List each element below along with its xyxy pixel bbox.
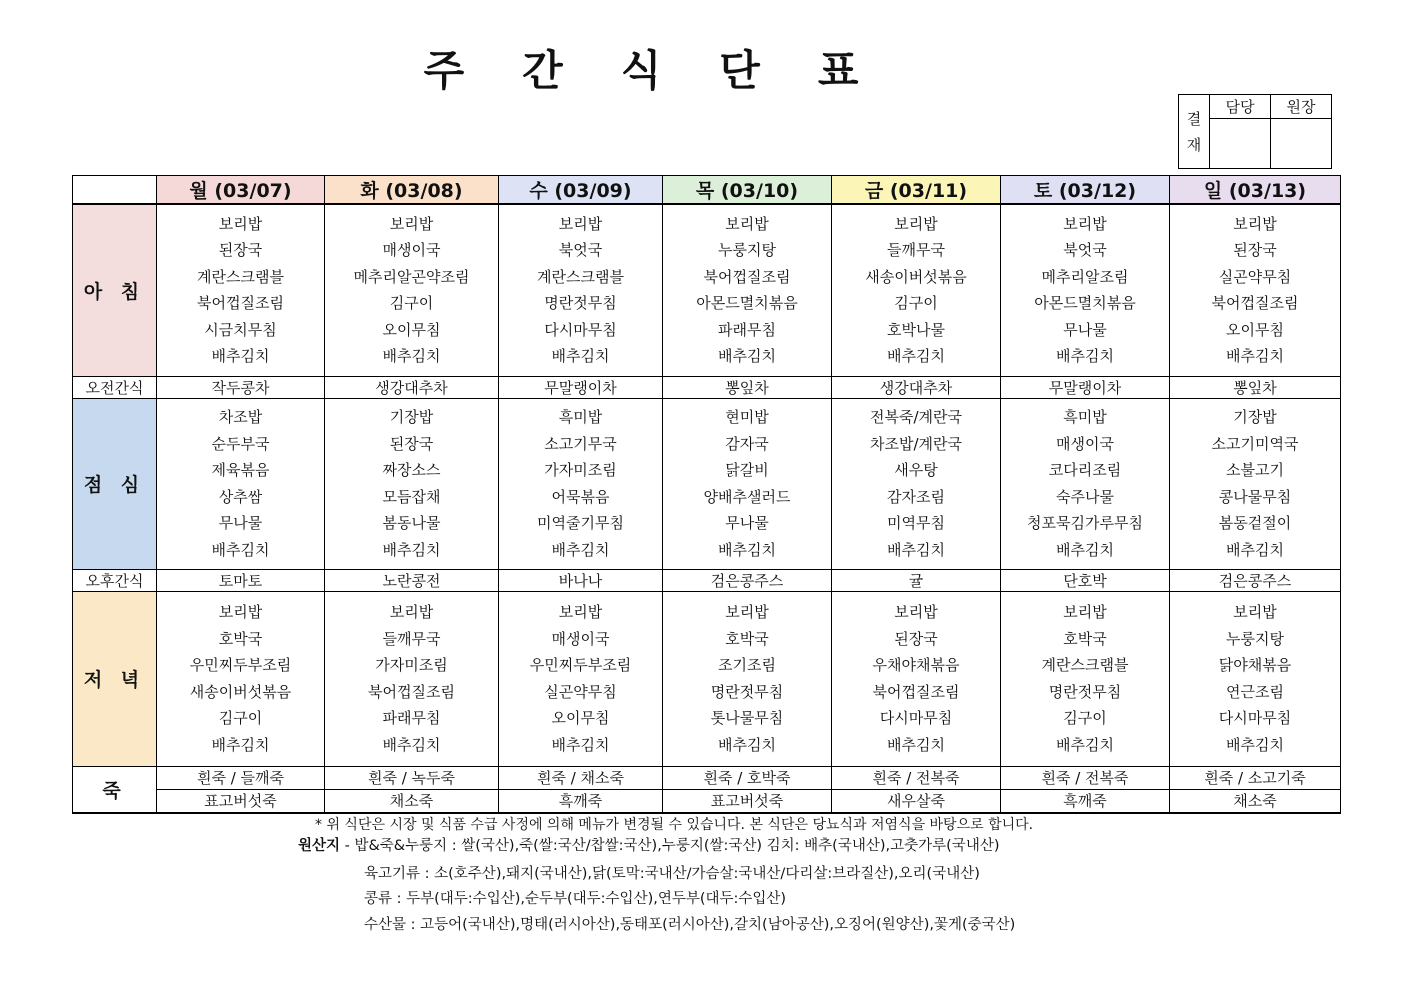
porridge-label: 죽: [73, 766, 157, 813]
lunch-row: [73, 398, 1341, 569]
dish-item: 보리밥: [218, 214, 263, 233]
afternoon-snack-day-3: 검은콩주스: [663, 569, 832, 591]
dish-item: 어묵볶음: [551, 487, 610, 506]
dish-item: 북엇국: [1063, 241, 1107, 260]
dish-item: 조기조림: [718, 656, 776, 674]
dish-item: 다시마무침: [544, 320, 617, 339]
dish-item: 연근조림: [1226, 682, 1284, 701]
dish-item: 소불고기: [1226, 461, 1284, 479]
porridge-row2-day-3: 표고버섯죽: [663, 789, 832, 813]
dish-item: 배추김치: [887, 735, 945, 754]
dinner-menu-day-5: [1001, 591, 1170, 766]
afternoon-snack-label: 오후간식: [73, 569, 157, 591]
breakfast-menu-day-5: [1001, 204, 1170, 376]
dish-item: 봄동나물: [382, 514, 441, 532]
dinner-menu-day-0: [157, 591, 325, 766]
dish-item: 배추김치: [1056, 347, 1114, 366]
afternoon-snack-day-4: 귤: [832, 569, 1001, 591]
dish-item: 현미밥: [725, 408, 769, 426]
dish-item: 호박나물: [887, 320, 945, 339]
morning-snack-day-2: 무말랭이차: [499, 376, 663, 398]
breakfast-menu-day-1: [325, 204, 499, 376]
day-header-row: [73, 176, 1341, 205]
morning-snack-row: [73, 376, 1341, 398]
dish-item: 시금치무침: [204, 320, 277, 339]
dish-item: 보리밥: [1063, 603, 1107, 621]
dish-item: 실곤약무침: [544, 682, 617, 701]
dish-item: 보리밥: [218, 603, 263, 621]
dish-item: 보리밥: [1063, 214, 1107, 233]
approval-sign-director[interactable]: [1271, 119, 1332, 169]
porridge-row1-day-5: 흰죽 / 전복죽: [1001, 766, 1170, 789]
dish-item: 차조밥/계란국: [870, 434, 962, 453]
dish-item: 배추김치: [718, 540, 776, 559]
origin-beans: 콩류 : 두부(대두:수입산),순두부(대두:수입산),연두부(대두:수입산): [364, 891, 787, 907]
dish-item: 무나물: [725, 514, 769, 532]
dish-item: 무나물: [218, 514, 263, 532]
dish-item: 소고기무국: [544, 434, 617, 453]
dish-item: 김구이: [218, 709, 263, 727]
dish-item: 들깨무국: [887, 241, 945, 260]
dish-item: 보리밥: [1233, 603, 1277, 621]
approval-label-text: 결 재: [1186, 109, 1202, 154]
dish-item: 아몬드멸치볶음: [1034, 294, 1136, 313]
dish-item: 된장국: [389, 434, 434, 453]
dish-item: 실곤약무침: [1218, 267, 1292, 286]
dish-item: 흑미밥: [1063, 408, 1107, 426]
dinner-label: 저 녁: [73, 591, 157, 766]
breakfast-menu-day-4: [832, 204, 1001, 376]
porridge-row1-day-0: 흰죽 / 들깨죽: [157, 766, 325, 789]
origin-seafood: 수산물 : 고등어(국내산),명태(러시아산),동태포(러시아산),갈치(남아공산),오징어(원양산),꽃게(중국산): [364, 917, 1016, 933]
day-header-1: 화 (03/08): [325, 176, 499, 205]
day-header-2: 수 (03/09): [499, 176, 663, 205]
porridge-row2-day-6: 채소죽: [1170, 789, 1341, 813]
dish-item: 계란스크램블: [1041, 656, 1129, 674]
dish-item: 명란젓무침: [544, 294, 617, 313]
day-header-3: 목 (03/10): [663, 176, 832, 205]
dish-item: 배추김치: [1226, 347, 1284, 366]
porridge-row1-day-3: 흰죽 / 호박죽: [663, 766, 832, 789]
lunch-menu-day-1: [325, 398, 499, 569]
dish-item: 감자조림: [887, 487, 945, 506]
dish-item: 양배추샐러드: [703, 487, 791, 506]
dish-item: 톳나물무침: [710, 709, 784, 727]
dish-item: 누룽지탕: [718, 241, 776, 260]
morning-snack-day-5: 무말랭이차: [1001, 376, 1170, 398]
dish-item: 계란스크램블: [197, 267, 284, 286]
dish-item: 배추김치: [211, 540, 270, 559]
dish-item: 다시마무침: [879, 709, 953, 727]
dish-item: 우민찌두부조림: [189, 656, 292, 674]
origin-meat: 육고기류 : 소(호주산),돼지(국내산),닭(토막:국내산/가슴살:국내산/다리살:브라질산),오리(국내산): [364, 866, 980, 882]
breakfast-menu-day-2: [499, 204, 663, 376]
dish-item: 차조밥: [218, 408, 263, 426]
day-header-0: 월 (03/07): [157, 176, 325, 205]
dish-item: 배추김치: [211, 735, 270, 754]
dish-item: 닭야채볶음: [1218, 656, 1292, 674]
dish-item: 오이무침: [1226, 320, 1284, 339]
dish-item: 된장국: [218, 241, 263, 260]
dish-item: 호박국: [218, 629, 263, 648]
dish-item: 가자미조림: [375, 656, 448, 674]
dish-item: 배추김치: [718, 735, 776, 754]
dish-item: 보리밥: [894, 214, 938, 233]
dish-item: 배추김치: [1226, 735, 1284, 754]
dish-item: 북엇국: [558, 241, 603, 260]
dish-item: 메추리알조림: [1041, 267, 1129, 286]
dish-item: 배추김치: [1056, 540, 1114, 559]
dish-item: 배추김치: [1056, 735, 1114, 754]
morning-snack-day-3: 뽕잎차: [663, 376, 832, 398]
dish-item: 명란젓무침: [710, 682, 784, 701]
dish-item: 미역줄기무침: [537, 514, 624, 532]
dish-item: 북어껍질조림: [197, 294, 284, 313]
morning-snack-day-0: 작두콩차: [157, 376, 325, 398]
approval-box: [1178, 94, 1332, 169]
dish-item: 북어껍질조림: [703, 267, 791, 286]
porridge-row1-day-6: 흰죽 / 소고기죽: [1170, 766, 1341, 789]
lunch-menu-day-2: [499, 398, 663, 569]
dish-item: 오이무침: [551, 709, 610, 727]
dish-item: 무나물: [1063, 320, 1107, 339]
dish-item: 순두부국: [211, 434, 270, 453]
dish-item: 보리밥: [389, 214, 434, 233]
dish-item: 모듬잡채: [382, 487, 441, 506]
dish-item: 오이무침: [382, 320, 441, 339]
dish-item: 우채야채볶음: [872, 656, 960, 674]
dinner-menu-day-4: [832, 591, 1001, 766]
afternoon-snack-row: [73, 569, 1341, 591]
dish-item: 보리밥: [725, 214, 769, 233]
dish-item: 배추김치: [211, 347, 270, 366]
dinner-menu-day-6: [1170, 591, 1341, 766]
breakfast-menu-day-3: [663, 204, 832, 376]
porridge-row1-day-1: 흰죽 / 녹두죽: [325, 766, 499, 789]
afternoon-snack-day-2: 바나나: [499, 569, 663, 591]
origin-rice: - 밥&죽&누룽지 : 쌀(국산),죽(쌀:국산/찹쌀:국산),누룽지(쌀:국산) 김치: 배추(국내산),고춧가루(국내산): [340, 838, 1000, 854]
porridge-row-2: [73, 789, 1341, 813]
dish-item: 매생이국: [1056, 434, 1114, 453]
porridge-row1-day-2: 흰죽 / 채소죽: [499, 766, 663, 789]
porridge-row2-day-5: 흑깨죽: [1001, 789, 1170, 813]
dish-item: 닭갈비: [725, 461, 769, 479]
dish-item: 김구이: [894, 294, 938, 313]
dish-item: 파래무침: [382, 709, 441, 727]
lunch-menu-day-0: [157, 398, 325, 569]
dish-item: 배추김치: [887, 540, 945, 559]
page-title: 주간식단표: [423, 46, 917, 95]
dish-item: 기장밥: [1233, 408, 1277, 426]
dish-item: 숙주나물: [1056, 487, 1114, 506]
lunch-menu-day-5: [1001, 398, 1170, 569]
afternoon-snack-day-1: 노란콩전: [325, 569, 499, 591]
dish-item: 북어껍질조림: [872, 682, 960, 701]
dish-item: 북어껍질조림: [1211, 294, 1299, 313]
dish-item: 배추김치: [551, 540, 610, 559]
dish-item: 청포묵김가루무침: [1027, 514, 1143, 532]
dish-item: 누룽지탕: [1226, 629, 1284, 648]
dish-item: 새송이버섯볶음: [189, 682, 292, 701]
dish-item: 흑미밥: [558, 408, 603, 426]
origin-title: 원산지: [298, 838, 341, 854]
weekly-menu-table: [72, 175, 1341, 814]
dish-item: 소고기미역국: [1211, 434, 1299, 453]
dish-item: 파래무침: [718, 320, 776, 339]
dish-item: 전복죽/계란국: [870, 408, 962, 426]
dish-item: 된장국: [1233, 241, 1277, 260]
dish-item: 보리밥: [558, 603, 603, 621]
dish-item: 배추김치: [551, 347, 610, 366]
porridge-row2-day-1: 채소죽: [325, 789, 499, 813]
approval-label: [1179, 95, 1210, 169]
porridge-row2-day-0: 표고버섯죽: [157, 789, 325, 813]
dish-item: 봄동겉절이: [1218, 514, 1292, 532]
dish-item: 짜장소스: [382, 461, 441, 479]
dish-item: 호박국: [725, 629, 769, 648]
dish-item: 미역무침: [887, 514, 945, 532]
day-header-5: 토 (03/12): [1001, 176, 1170, 205]
dish-item: 계란스크램블: [537, 267, 624, 286]
afternoon-snack-day-6: 검은콩주스: [1170, 569, 1341, 591]
dish-item: 배추김치: [887, 347, 945, 366]
breakfast-label: 아 침: [73, 204, 157, 376]
dish-item: 배추김치: [382, 347, 441, 366]
dish-item: 북어껍질조림: [368, 682, 455, 701]
afternoon-snack-day-5: 단호박: [1001, 569, 1170, 591]
lunch-menu-day-6: [1170, 398, 1341, 569]
breakfast-menu-day-6: [1170, 204, 1341, 376]
porridge-row-1: [73, 766, 1341, 789]
dish-item: 제육볶음: [211, 461, 270, 479]
dish-item: 배추김치: [551, 735, 610, 754]
dish-item: 배추김치: [382, 735, 441, 754]
dish-item: 명란젓무침: [1048, 682, 1122, 701]
approval-col-manager: 담당: [1210, 95, 1271, 119]
dish-item: 들깨무국: [382, 629, 441, 648]
dish-item: 콩나물무침: [1218, 487, 1292, 506]
dish-item: 김구이: [1063, 709, 1107, 727]
dish-item: 가자미조림: [544, 461, 617, 479]
porridge-row2-day-2: 흑깨죽: [499, 789, 663, 813]
dish-item: 우민찌두부조림: [529, 656, 632, 674]
dish-item: 보리밥: [1233, 214, 1277, 233]
dish-item: 매생이국: [551, 629, 610, 648]
morning-snack-day-4: 생강대추차: [832, 376, 1001, 398]
breakfast-row: [73, 204, 1341, 376]
approval-sign-manager[interactable]: [1210, 119, 1271, 169]
lunch-menu-day-4: [832, 398, 1001, 569]
lunch-menu-day-3: [663, 398, 832, 569]
dish-item: 김구이: [389, 294, 434, 313]
morning-snack-label: 오전간식: [73, 376, 157, 398]
day-header-6: 일 (03/13): [1170, 176, 1341, 205]
corner-cell: [73, 176, 157, 205]
dish-item: 다시마무침: [1218, 709, 1292, 727]
dish-item: 메추리알곤약조림: [353, 267, 470, 286]
dish-item: 배추김치: [1226, 540, 1284, 559]
dish-item: 된장국: [894, 629, 938, 648]
lunch-label: 점 심: [73, 398, 157, 569]
afternoon-snack-day-0: 토마토: [157, 569, 325, 591]
dish-item: 상추쌈: [218, 487, 263, 506]
dinner-menu-day-2: [499, 591, 663, 766]
menu-notice: * 위 식단은 시장 및 식품 수급 사정에 의해 메뉴가 변경될 수 있습니다. 본 식단은 당뇨식과 저염식을 바탕으로 합니다.: [315, 817, 1034, 833]
dinner-row: [73, 591, 1341, 766]
dish-item: 기장밥: [389, 408, 434, 426]
dish-item: 보리밥: [558, 214, 603, 233]
porridge-row2-day-4: 새우살죽: [832, 789, 1001, 813]
dish-item: 보리밥: [894, 603, 938, 621]
morning-snack-day-1: 생강대추차: [325, 376, 499, 398]
dinner-menu-day-1: [325, 591, 499, 766]
dish-item: 보리밥: [725, 603, 769, 621]
dish-item: 보리밥: [389, 603, 434, 621]
origin-line-1: [298, 834, 1000, 855]
dish-item: 배추김치: [718, 347, 776, 366]
dinner-menu-day-3: [663, 591, 832, 766]
dish-item: 코다리조림: [1048, 461, 1122, 479]
morning-snack-day-6: 뽕잎차: [1170, 376, 1341, 398]
dish-item: 배추김치: [382, 540, 441, 559]
approval-col-director: 원장: [1271, 95, 1332, 119]
dish-item: 아몬드멸치볶음: [696, 294, 798, 313]
day-header-4: 금 (03/11): [832, 176, 1001, 205]
porridge-row1-day-4: 흰죽 / 전복죽: [832, 766, 1001, 789]
dish-item: 감자국: [725, 434, 769, 453]
dish-item: 매생이국: [382, 241, 441, 260]
dish-item: 새송이버섯볶음: [865, 267, 967, 286]
breakfast-menu-day-0: [157, 204, 325, 376]
dish-item: 새우탕: [894, 461, 938, 479]
dish-item: 호박국: [1063, 629, 1107, 648]
